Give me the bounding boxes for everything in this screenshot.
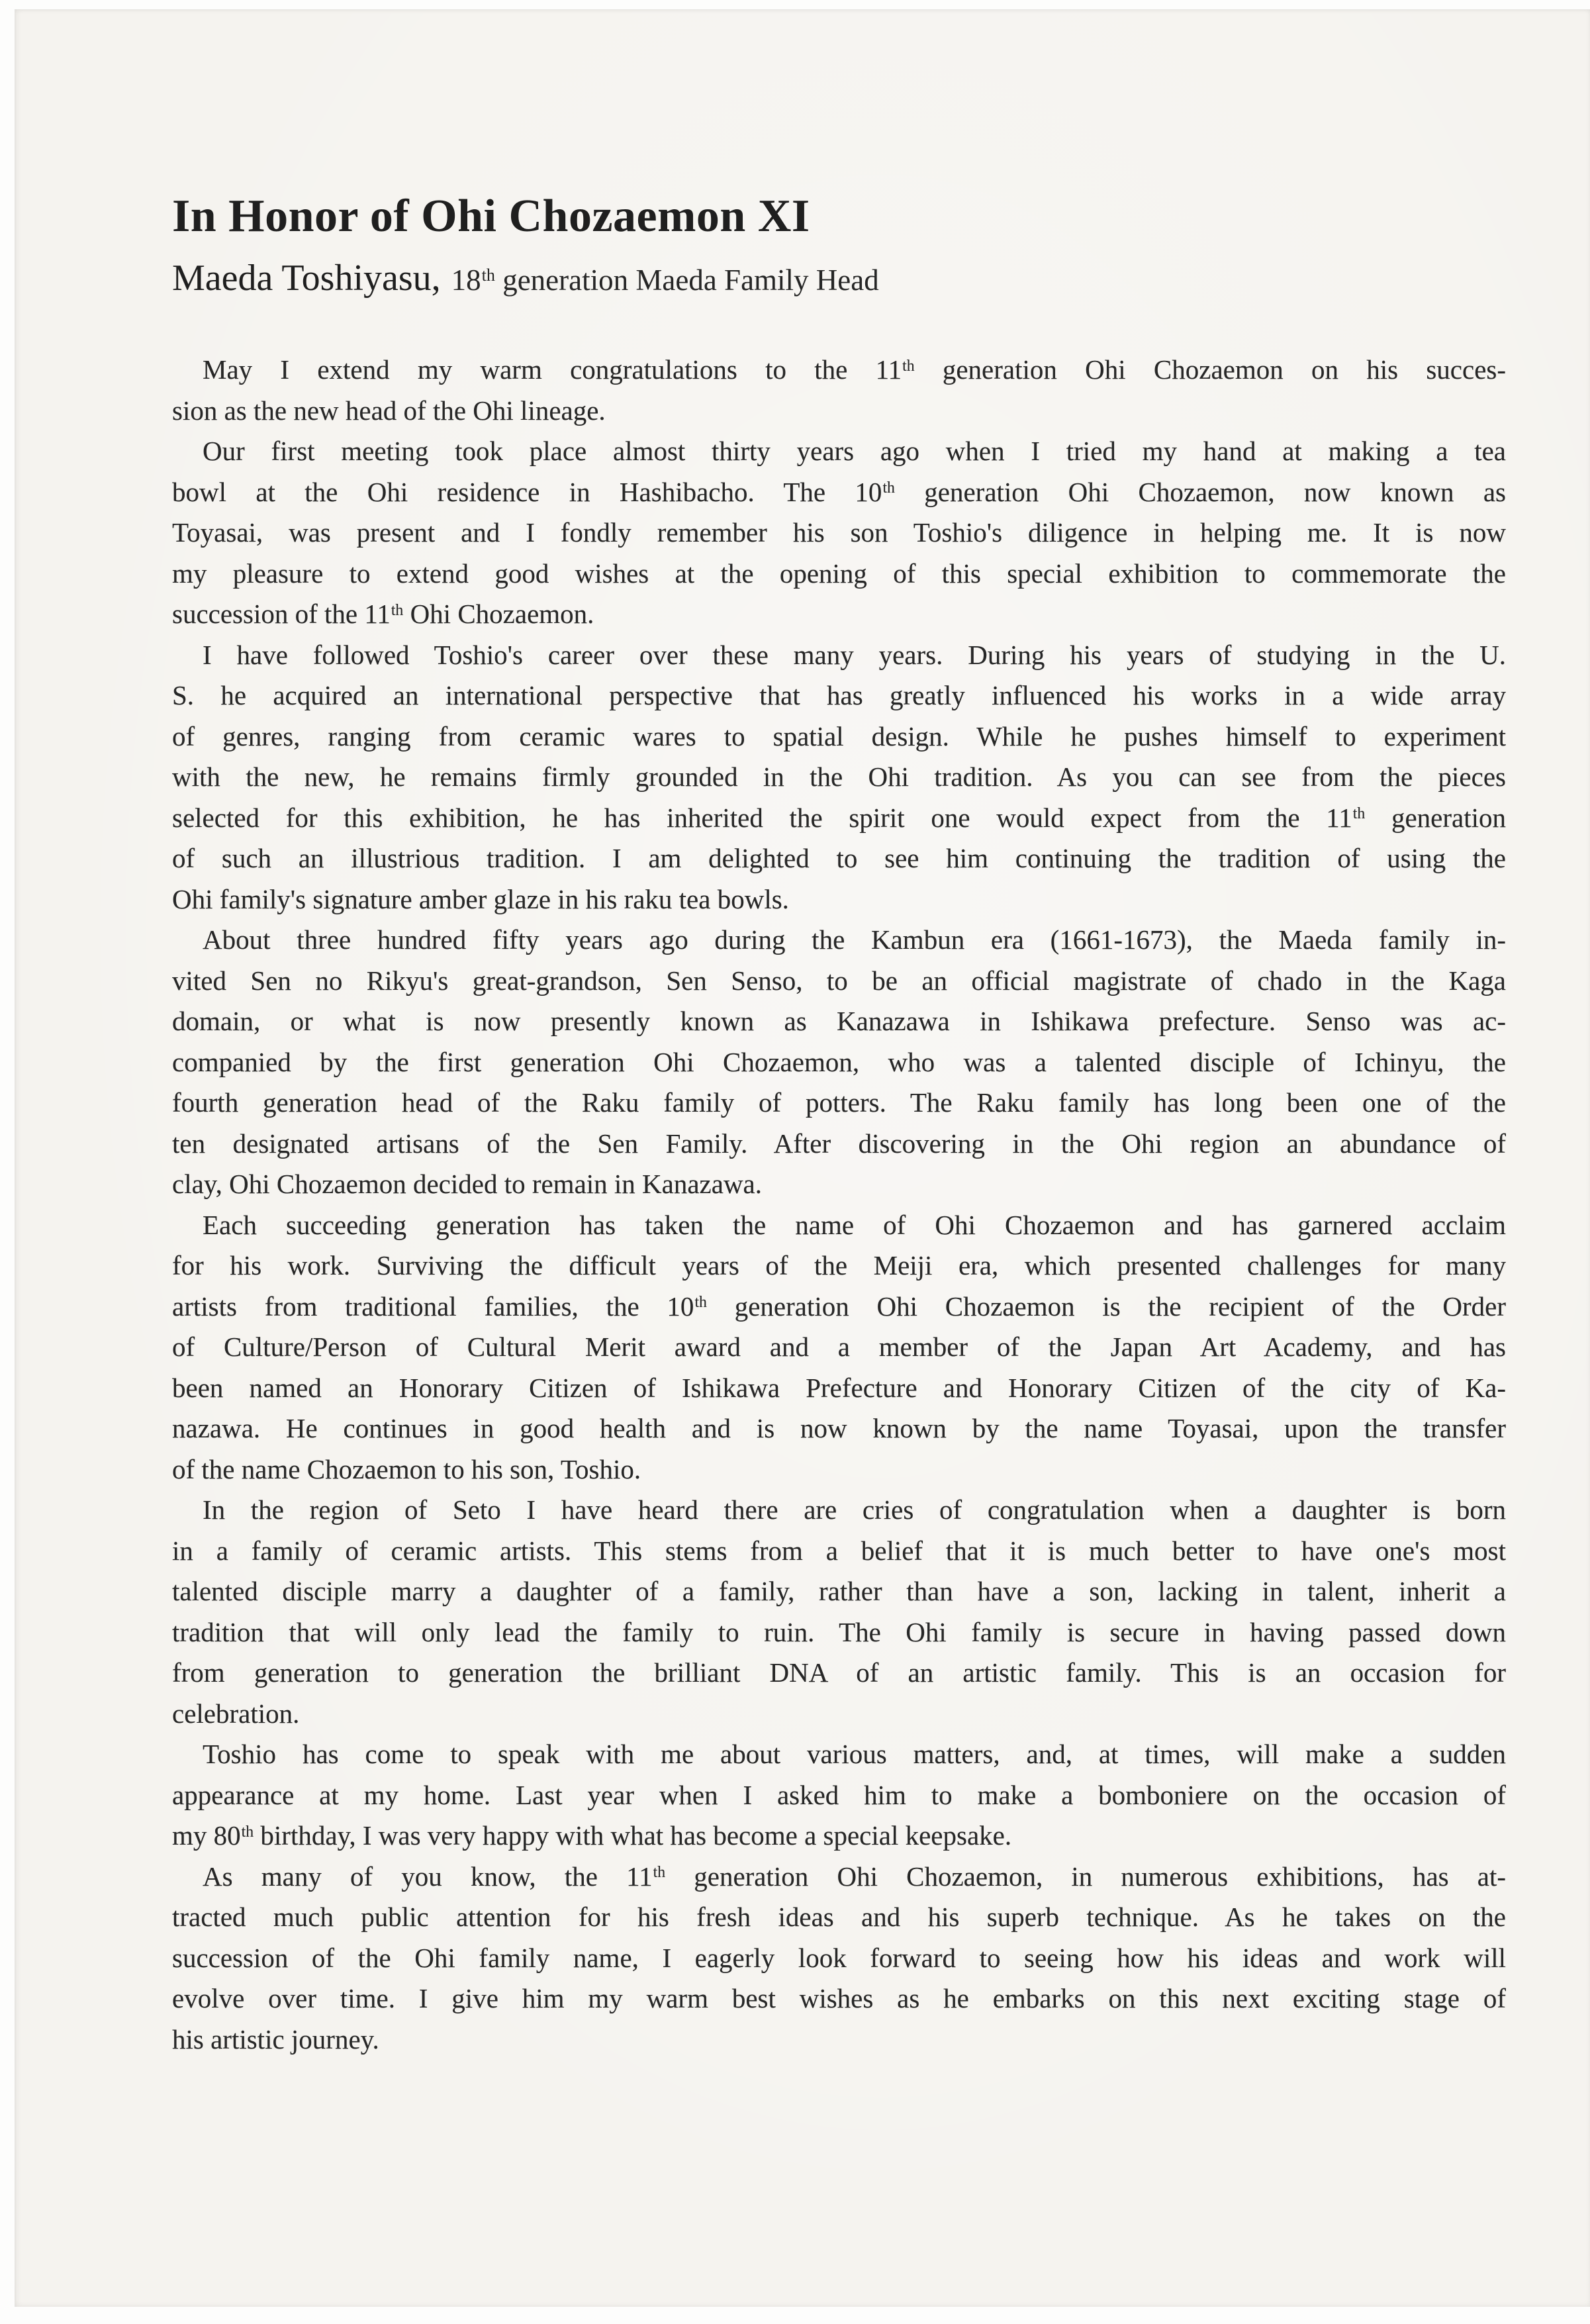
text-line: In the region of Seto I have heard there are cries of congratulation when a daughter is born [203, 1494, 1506, 1525]
text-line: I have followed Toshio's career over these many years. During his years of studying in the U. [203, 639, 1506, 670]
author-name: Maeda Toshiyasu, [172, 258, 441, 299]
ordinal-superscript: th [694, 1294, 707, 1312]
text-line: As many of you know, the 11th generation Ohi Chozaemon, in numerous exhibitions, has at- [203, 1861, 1506, 1892]
text-line: talented disciple marry a daughter of a family, rather than have a son, lacking in talent, inherit a [172, 1576, 1506, 1606]
paragraph [172, 431, 1506, 635]
text-line: from generation to generation the brilliant DNA of an artistic family. This is an occasion for [172, 1657, 1506, 1688]
page-title: In Honor of Ohi Chozaemon XI [172, 190, 810, 242]
paragraph [172, 1734, 1506, 1857]
text-line: with the new, he remains firmly grounded in the Ohi tradition. As you can see from the pieces [172, 761, 1506, 792]
ordinal-superscript: th [1352, 805, 1366, 823]
text-line: fourth generation head of the Raku family of potters. The Raku family has long been one of the [172, 1087, 1506, 1118]
scanned-page [15, 9, 1590, 2307]
text-line: tracted much public attention for his fresh ideas and his superb technique. As he takes on the [172, 1902, 1506, 1932]
text-line: evolve over time. I give him my warm best wishes as he embarks on this next exciting stage of [172, 1983, 1506, 2013]
ordinal-superscript: th [241, 1823, 254, 1841]
article-body [172, 350, 1506, 2060]
text-line: domain, or what is now presently known as Kanazawa in Ishikawa prefecture. Senso was ac- [172, 1006, 1506, 1036]
author-affiliation: 18th generation Maeda Family Head [451, 264, 879, 297]
text-line: companied by the first generation Ohi Chozaemon, who was a talented disciple of Ichinyu, the [172, 1046, 1506, 1077]
text-line: Toshio has come to speak with me about various matters, and, at times, will make a sudden [203, 1739, 1506, 1769]
paragraph [172, 350, 1506, 431]
ordinal-superscript: th [391, 601, 404, 619]
byline [172, 257, 879, 299]
text-line: Ohi family's signature amber glaze in his raku tea bowls. [172, 883, 789, 914]
text-line: Our first meeting took place almost thirty years ago when I tried my hand at making a tea [203, 436, 1506, 466]
text-line: sion as the new head of the Ohi lineage. [172, 395, 606, 426]
paragraph [172, 920, 1506, 1205]
text-line: celebration. [172, 1698, 300, 1729]
text-line: my 80th birthday, I was very happy with what has become a special keepsake. [172, 1820, 1012, 1851]
ordinal-superscript: th [653, 1864, 666, 1882]
ordinal-superscript: th [882, 479, 895, 497]
text-line: bowl at the Ohi residence in Hashibacho. The 10th generation Ohi Chozaemon, now known as [172, 476, 1506, 507]
text-line: his artistic journey. [172, 2023, 379, 2055]
text-line: S. he acquired an international perspective that has greatly influenced his works in a wide array [172, 680, 1506, 710]
text-line: tradition that will only lead the family to ruin. The Ohi family is secure in having passed down [172, 1616, 1506, 1647]
text-line: clay, Ohi Chozaemon decided to remain in Kanazawa. [172, 1169, 763, 1199]
ordinal-superscript: th [902, 357, 915, 375]
paragraph [172, 1205, 1506, 1490]
text-line: succession of the 11th Ohi Chozaemon. [172, 599, 594, 629]
text-line: About three hundred fifty years ago during the Kambun era (1661-1673), the Maeda family in- [203, 924, 1506, 955]
text-line: vited Sen no Rikyu's great-grandson, Sen Senso, to be an official magistrate of chado in the Kaga [172, 965, 1506, 996]
text-line: succession of the Ohi family name, I eagerly look forward to seeing how his ideas and work will [172, 1942, 1506, 1973]
text-line: artists from traditional families, the 10th generation Ohi Chozaemon is the recipient of the Order [172, 1290, 1506, 1322]
paragraph [172, 635, 1506, 920]
text-line: selected for this exhibition, he has inherited the spirit one would expect from the 11th generation [172, 802, 1506, 833]
text-line: of Culture/Person of Cultural Merit award and a member of the Japan Art Academy, and has [172, 1331, 1506, 1362]
text-line: my pleasure to extend good wishes at the opening of this special exhibition to commemorate the [172, 557, 1506, 589]
text-line: nazawa. He continues in good health and is now known by the name Toyasai, upon the transfer [172, 1413, 1506, 1443]
text-line: for his work. Surviving the difficult years of the Meiji era, which presented challenges for many [172, 1250, 1506, 1281]
text-line: May I extend my warm congratulations to the 11th generation Ohi Chozaemon on his succes- [203, 354, 1506, 385]
text-line: of genres, ranging from ceramic wares to spatial design. While he pushes himself to experiment [172, 720, 1506, 751]
text-line: Each succeeding generation has taken the name of Ohi Chozaemon and has garnered acclaim [203, 1209, 1506, 1240]
paragraph [172, 1490, 1506, 1734]
text-line: ten designated artisans of the Sen Family. After discovering in the Ohi region an abundance of [172, 1128, 1506, 1159]
text-line: appearance at my home. Last year when I asked him to make a bomboniere on the occasion of [172, 1779, 1506, 1810]
paragraph [172, 1857, 1506, 2060]
text-line: Toyasai, was present and I fondly remember his son Toshio's diligence in helping me. It is now [172, 517, 1506, 548]
text-line: of such an illustrious tradition. I am delighted to see him continuing the tradition of using the [172, 843, 1506, 873]
text-line: been named an Honorary Citizen of Ishikawa Prefecture and Honorary Citizen of the city of Ka- [172, 1372, 1506, 1403]
ordinal-superscript: th [481, 266, 495, 285]
text-line: in a family of ceramic artists. This stems from a belief that it is much better to have one's most [172, 1535, 1506, 1566]
text-line: of the name Chozaemon to his son, Toshio. [172, 1453, 641, 1484]
